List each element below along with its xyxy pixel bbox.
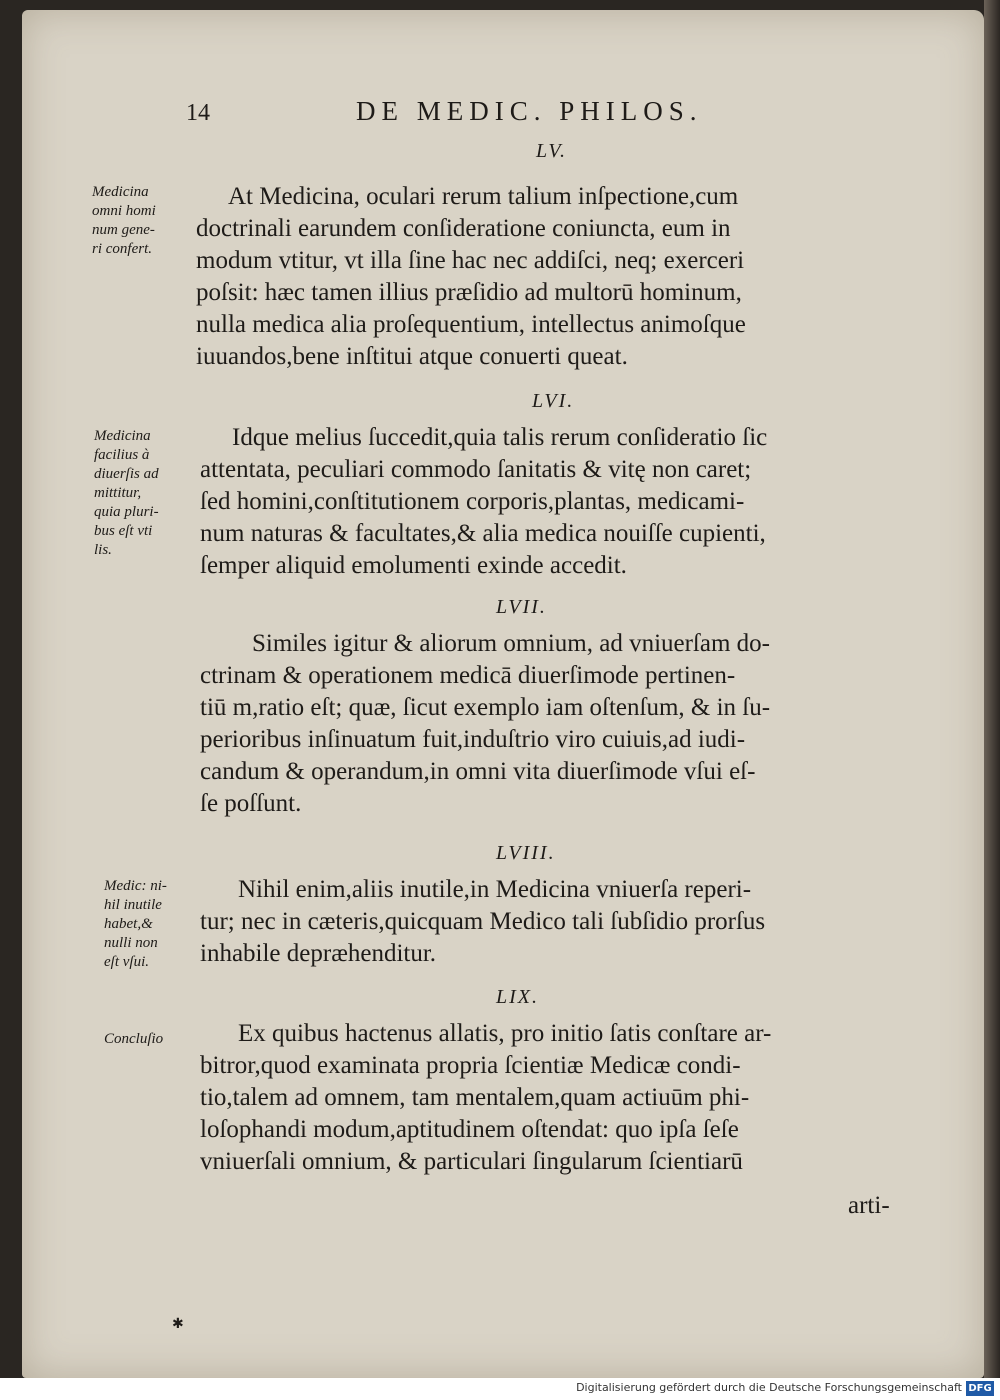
margin-note-line: ri confert. [92, 241, 152, 257]
text-line: modum vtitur, vt illa ſine hac nec addiſci, neq; exerceri [196, 247, 745, 274]
signature-mark: ✱ [172, 1317, 184, 1332]
footer-credit: Digitalisierung gefördert durch die Deutsche Forschungsgemeinschaft [576, 1381, 962, 1394]
text-line: Similes igitur & aliorum omnium, ad vniuerſam do- [252, 630, 770, 657]
margin-note-line: hil inutile [104, 897, 162, 913]
margin-note-line: bus eſt vti [94, 523, 153, 539]
margin-note-line: Medic: ni- [104, 878, 167, 894]
section-heading: LIX. [496, 986, 539, 1008]
margin-note [92, 183, 156, 259]
margin-note-line: eſt vſui. [104, 954, 149, 970]
text-line: ſed homini,conſtitutionem corporis,plantas, medicami- [200, 488, 745, 515]
section-heading: LVIII. [496, 842, 556, 864]
margin-note [104, 877, 167, 972]
text-line: At Medicina, oculari rerum talium inſpectione,cum [228, 183, 739, 210]
margin-note-line: Medicina [92, 184, 149, 200]
text-line: iuuandos,bene inſtitui atque conuerti queat. [196, 343, 628, 370]
margin-note-line: Concluſio [104, 1031, 164, 1047]
margin-note-line: nulli non [104, 935, 158, 951]
text-line: Nihil enim,aliis inutile,in Medicina vniuerſa reperi- [238, 876, 752, 903]
text-line: tio,talem ad omnem, tam mentalem,quam actiuūm phi- [200, 1084, 750, 1111]
text-line: attentata, peculiari commodo ſanitatis & vitę non caret; [200, 456, 752, 483]
page-number: 14 [186, 100, 210, 126]
text-line: ſemper aliquid emolumenti exinde accedit. [200, 552, 627, 579]
text-line: inhabile depræhenditur. [200, 940, 437, 967]
margin-note-line: facilius à [94, 447, 150, 463]
margin-note-line: mittitur, [94, 485, 142, 501]
text-line: Idque melius ſuccedit,quia talis rerum conſideratio ſic [232, 424, 768, 451]
section-heading: LVI. [532, 390, 575, 412]
text-line: vniuerſali omnium, & particulari ſingularum ſcientiarū [200, 1148, 743, 1175]
margin-note-line: num gene- [92, 222, 155, 238]
margin-note-line: omni homi [92, 203, 156, 219]
section-heading: LVII. [496, 596, 547, 618]
text-line: ſe poſſunt. [200, 790, 302, 817]
margin-note [104, 1030, 163, 1049]
margin-note-line: Medicina [94, 428, 151, 444]
text-line: doctrinali earundem conſideratione coniuncta, eum in [196, 215, 731, 242]
margin-note-line: quia pluri- [94, 504, 159, 520]
text-line: loſophandi modum,aptitudinem oſtendat: quo ipſa ſeſe [200, 1116, 739, 1143]
text-line: poſsit: hæc tamen illius præſidio ad multorū hominum, [196, 279, 742, 306]
margin-note-line: lis. [94, 542, 112, 558]
margin-note [94, 427, 159, 560]
dfg-logo: DFG [966, 1381, 994, 1396]
text-line: tur; nec in cæteris,quicquam Medico tali ſubſidio prorſus [200, 908, 766, 935]
running-head: DE MEDIC. PHILOS. [356, 96, 703, 126]
text-line: candum & operandum,in omni vita diuerſimode vſui eſ- [200, 758, 756, 785]
text-line: perioribus inſinuatum fuit,induſtrio viro cuiuis,ad iudi- [200, 726, 746, 753]
margin-note-line: diuerſis ad [94, 466, 159, 482]
book-spine-edge [984, 0, 1000, 1380]
text-line: nulla medica alia proſequentium, intellectus animoſque [196, 311, 746, 338]
catchword: arti- [848, 1192, 890, 1219]
text-line: bitror,quod examinata propria ſcientiæ Medicæ condi- [200, 1052, 741, 1079]
text-line: Ex quibus hactenus allatis, pro initio ſatis conſtare ar- [238, 1020, 772, 1047]
margin-note-line: habet,& [104, 916, 153, 932]
section-heading: LV. [536, 140, 568, 162]
digitization-footer [0, 1378, 1000, 1400]
text-line: tiū m,ratio eſt; quæ, ſicut exemplo iam oſtenſum, & in ſu- [200, 694, 771, 721]
text-line: ctrinam & operationem medicā diuerſimode pertinen- [200, 662, 736, 689]
text-line: num naturas & facultates,& alia medica nouiſſe cupienti, [200, 520, 766, 547]
page-header [0, 96, 1000, 140]
